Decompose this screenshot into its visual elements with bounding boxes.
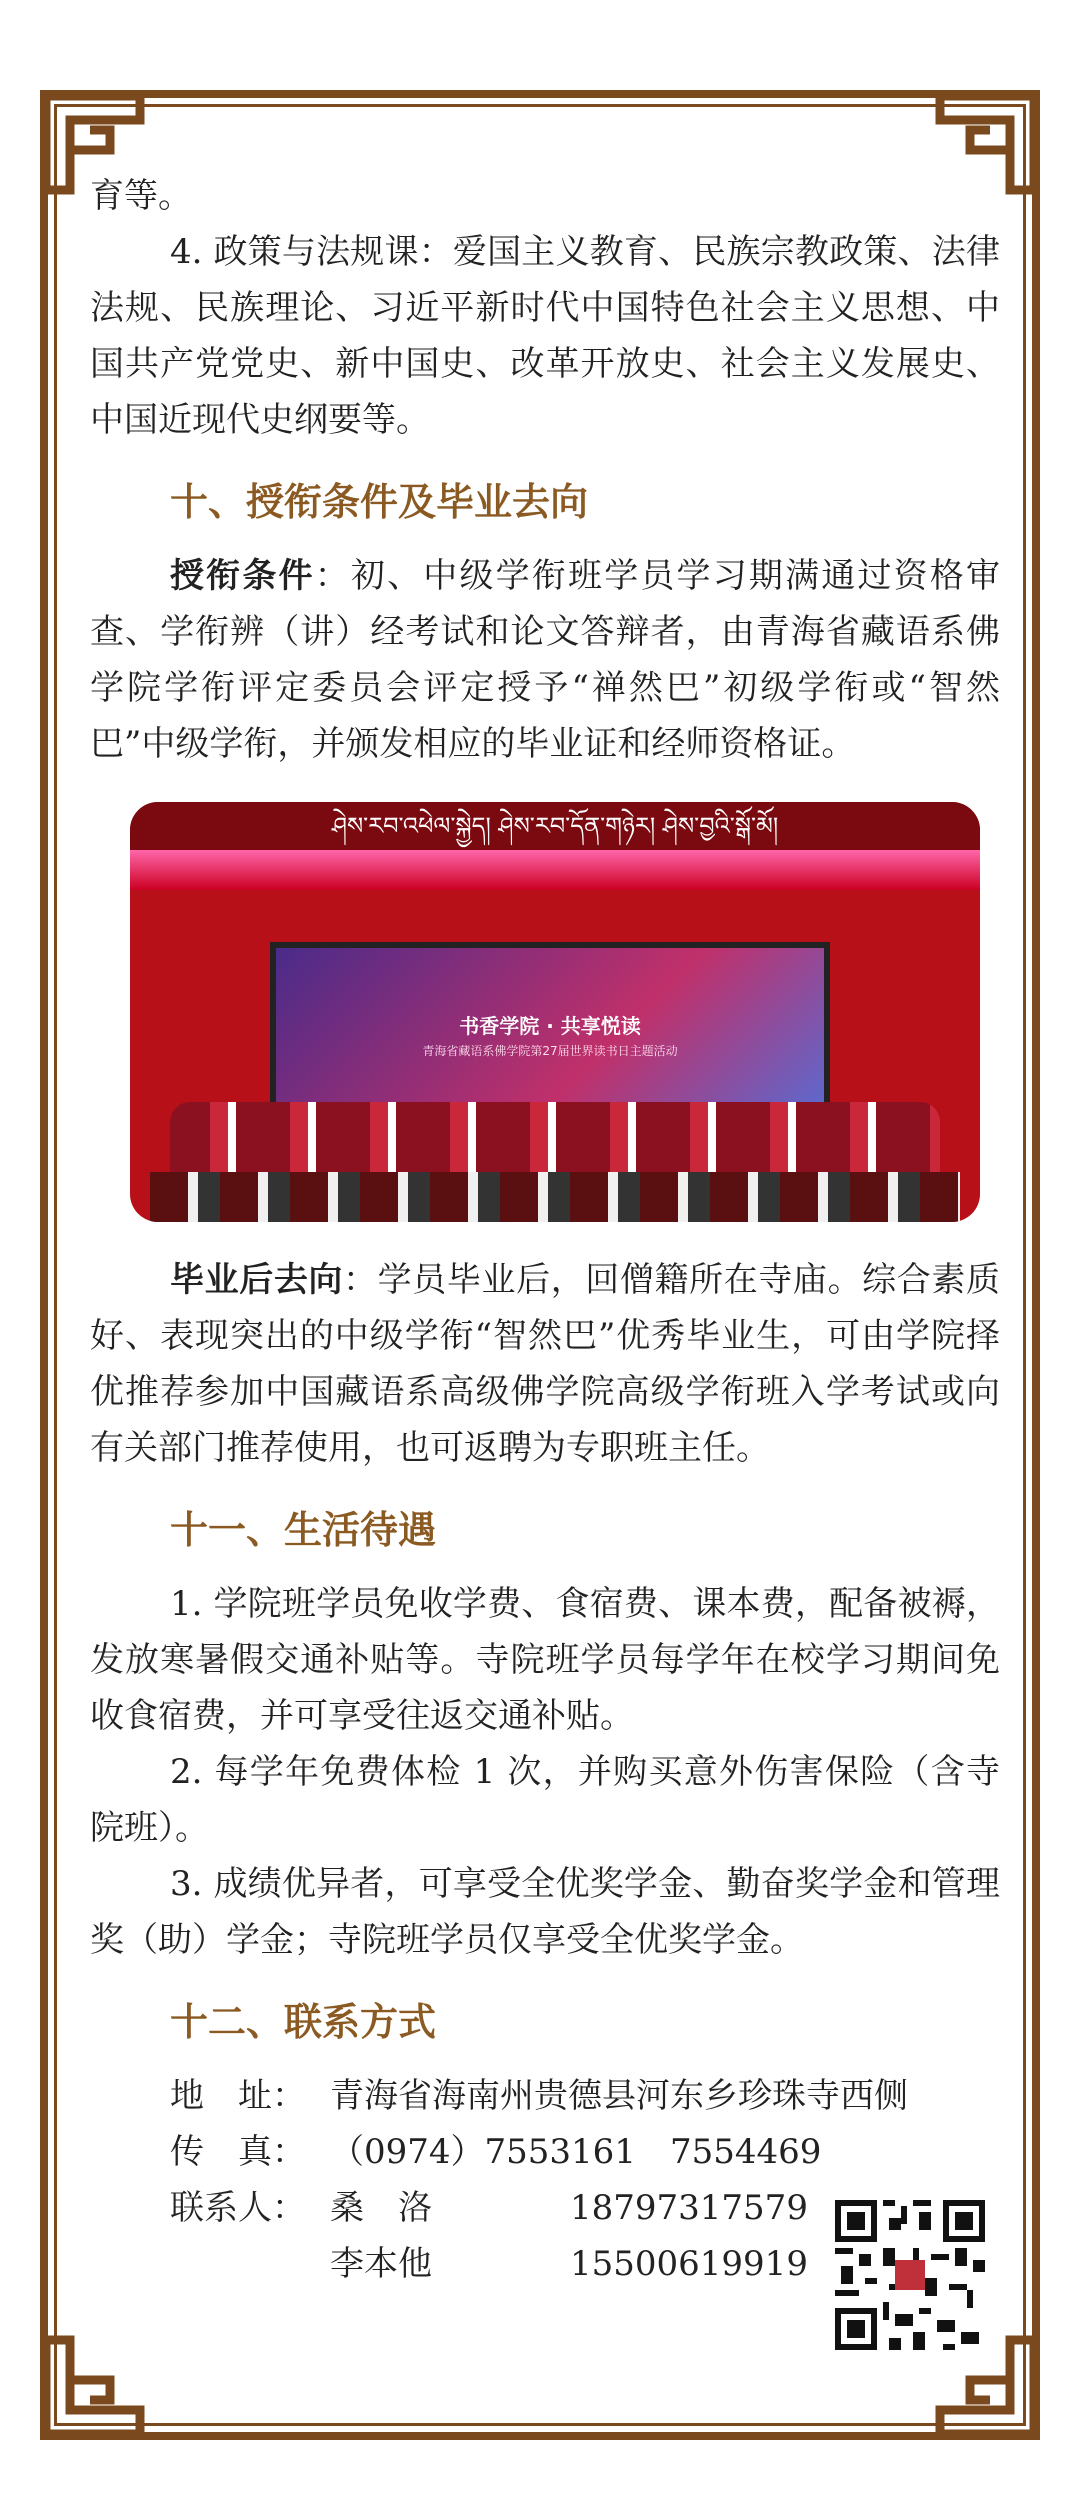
section11-heading: 十一、生活待遇 [170, 1507, 437, 1552]
conditions-text: ：初、中级学衔班学员学习期满通过资格审查、学衔辨（讲）经考试和论文答辩者，由青海省藏语系佛学院学衔评定委员会评定授予“禅然巴”初级学衔或“智然巴”中级学衔，并颁发相应的毕业证和经师资格证。 [90, 556, 1001, 764]
section10-heading: 十、授衔条件及毕业去向 [170, 479, 589, 524]
section12-heading: 十二、联系方式 [170, 1999, 437, 2044]
benefit-item-2: 2. 每学年免费体检 1 次，并购买意外伤害保险（含寺院班）。 [90, 1752, 1000, 1848]
contact-person-1: 桑 洛 [330, 2188, 432, 2228]
document-body [90, 168, 1000, 2292]
ceremony-photo [130, 802, 980, 1222]
contact-person-2: 李本他 [330, 2244, 432, 2284]
benefit-item-1: 1. 学院班学员免收学费、食宿费、课本费，配备被褥，发放寒暑假交通补贴等。寺院班学员每学年在校学习期间免收食宿费，并可享受往返交通补贴。 [90, 1584, 1000, 1736]
conditions-paragraph [90, 548, 1000, 772]
graduation-text: ：学员毕业后，回僧籍所在寺庙。综合素质好、表现突出的中级学衔“智然巴”优秀毕业生，可由学院择优推荐参加中国藏语系高级佛学院高级学衔班入学考试或向有关部门推荐使用，也可返聘为专职班主任。 [90, 1260, 1001, 1468]
policy-item: 4. 政策与法规课：爱国主义教育、民族宗教政策、法律法规、民族理论、习近平新时代中国特色社会主义思想、中国共产党党史、新中国史、改革开放史、社会主义发展史、中国近现代史纲要等。 [90, 232, 1000, 440]
contact-phone-1: 18797317579 [570, 2188, 808, 2228]
tibetan-banner: ཤེས་རབ་འཕེལ་སྐྱེད། ཤེས་རབ་དོན་གཉེར། ཤེས་བྱའི་སྒོ་མོ། [130, 802, 980, 850]
intro-tail: 育等。 [90, 176, 192, 216]
fret-corner-bottom-left [40, 2330, 150, 2440]
address-value: 青海省海南州贵德县河东乡珍珠寺西侧 [330, 2076, 908, 2116]
contact-phone-2: 15500619919 [570, 2244, 808, 2284]
conditions-label: 授衔条件 [170, 556, 315, 596]
contact-label: 联系人： [170, 2188, 306, 2228]
qr-code-icon[interactable] [835, 2200, 985, 2350]
people-row [130, 1102, 980, 1222]
screen-title: 书香学院 · 共享悦读 [459, 1014, 641, 1038]
benefit-item-3: 3. 成绩优异者，可享受全优奖学金、勤奋奖学金和管理奖（助）学金；寺院班学员仅享受全优奖学金。 [90, 1864, 1000, 1960]
graduation-label: 毕业后去向 [170, 1260, 344, 1300]
stage-screen [270, 942, 830, 1122]
fax-value: （0974）7553161 7554469 [330, 2132, 822, 2172]
graduation-paragraph [90, 1252, 1000, 1476]
address-label: 地 址： [170, 2076, 306, 2116]
screen-subtitle: 青海省藏语系佛学院第27届世界读书日主题活动 [422, 1044, 678, 1058]
fax-label: 传 真： [170, 2132, 306, 2172]
